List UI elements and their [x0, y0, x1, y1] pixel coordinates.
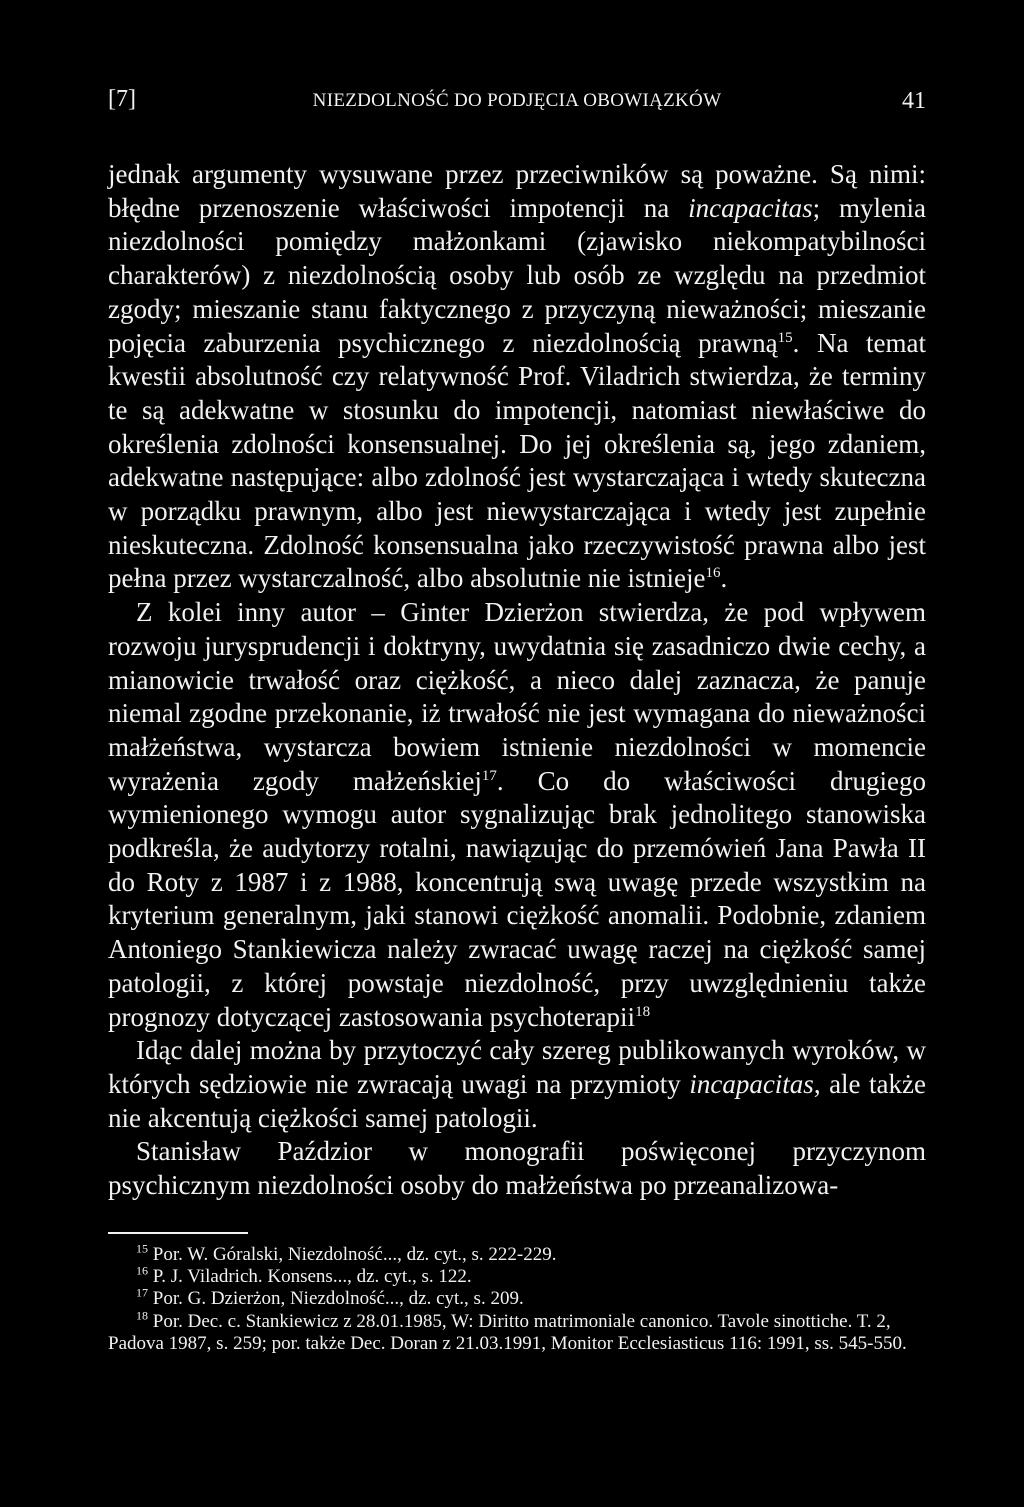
- footnotes: [108, 1241, 926, 1355]
- paragraph-3: [108, 1034, 926, 1135]
- paragraph-1-text-a: jednak argumenty wysuwane przez przeciwników są poważne. Są nimi: błędne przenoszenie właściwości impotencji na: [108, 159, 926, 223]
- main-text: [108, 158, 926, 1203]
- paragraph-3-text-a: Idąc dalej można by przytoczyć cały szereg publikowanych wyroków, w których sędziowie nie zwracają uwagi na przymioty: [108, 1035, 926, 1099]
- footnote-ref-16[interactable]: 16: [705, 565, 721, 582]
- footnote-17: [108, 1288, 926, 1310]
- footnote-number: 16: [136, 1263, 148, 1278]
- footnote-number: 18: [136, 1308, 148, 1323]
- page-number: 41: [902, 88, 926, 114]
- paragraph-1-text-e: .: [720, 563, 728, 594]
- footnote-18: [108, 1308, 926, 1355]
- footnote-ref-17[interactable]: 17: [481, 767, 497, 784]
- paragraph-2-text-b: . Co do właściwości drugiego wymienionego wymogu autor sygnalizując brak jednolitego stanowiska podkreśla, że audytorzy rotalni, nawiązując do przemówień Jana Pawła II do Roty z 1987 i z 1988, koncentrują swą uwagę przede wszystkim na kryterium generalnym, jaki stanowi ciężkość anomalii. Podobnie, zdaniem Antoniego Stankiewicza należy zwracać uwagę raczej na ciężkość samej patologii, z której powstaje niezdolność, przy uwzględnieniu także prognozy dotyczącej zastosowania psychoterapii: [108, 765, 927, 1032]
- footnote-number: 17: [136, 1286, 148, 1301]
- footnote-text: P. J. Viladrich. Konsens..., dz. cyt., s. 122.: [148, 1266, 472, 1288]
- footnote-number: 15: [136, 1241, 148, 1256]
- footnote-15: [108, 1241, 926, 1266]
- paragraph-2-text-a: Z kolei inny autor – Ginter Dzierżon stwierdza, że pod wpływem rozwoju jurysprudencji i doktryny, uwydatnia się zasadniczo dwie cechy, a mianowicie trwałość oraz ciężkość, a nieco dalej zaznacza, że panuje niemal zgodne przekonanie, iż trwałość nie jest wymagana do nieważności małżeństwa, wystarcza bowiem istnienie niezdolności w momencie wyrażenia zgody małżeńskiej: [108, 597, 926, 796]
- running-header: [108, 86, 926, 122]
- paragraph-3-italic-term: incapacitas: [689, 1068, 814, 1099]
- paragraph-1-text-c: ; mylenia niezdolności pomiędzy małżonkami (zjawisko niekompatybilności charakterów) z niezdolnością osoby lub osób ze względu na przedmiot zgody; mieszanie stanu faktycznego z przyczyną nieważności; mieszanie pojęcia zaburzenia psychicznego z niezdolnością prawną: [108, 192, 926, 358]
- paragraph-3-text-c: , ale także nie akcentują ciężkości samej patologii.: [108, 1068, 926, 1133]
- footnote-text: Por. W. Góralski, Niezdolność..., dz. cyt., s. 222-229.: [148, 1244, 557, 1265]
- footnote-text: Por. Dec. c. Stankiewicz z 28.01.1985, W: Diritto matrimoniale canonico. Tavole sinottiche. T. 2, Padova 1987, s. 259; por. także Dec. Doran z 21.03.1991, Monitor Ecclesiasticus 116: 1991, ss. 545-550.: [108, 1310, 907, 1354]
- footnote-text: Por. G. Dzierżon, Niezdolność..., dz. cyt., s. 209.: [148, 1288, 524, 1310]
- footnote-ref-18[interactable]: 18: [635, 1003, 651, 1020]
- running-title: NIEZDOLNOŚĆ DO PODJĘCIA OBOWIĄZKÓW: [312, 90, 722, 111]
- footnote-separator: [108, 1232, 248, 1234]
- paragraph-1: [108, 158, 926, 596]
- footnote-16: [108, 1263, 926, 1288]
- paragraph-2: [108, 596, 926, 1034]
- chapter-number: [7]: [108, 86, 136, 112]
- paragraph-1-text-d: . Na temat kwestii absolutność czy relatywność Prof. Viladrich stwierdza, że terminy te są adekwatne w stosunku do impotencji, natomiast niewłaściwe do określenia zdolności konsensualnej. Do jej określenia są, jego zdaniem, adekwatne następujące: albo zdolność jest wystarczająca i wtedy skuteczna w porządku prawnym, albo jest niewystarczająca i wtedy jest zupełnie nieskuteczna. Zdolność konsensualna jako rzeczywistość prawna albo jest pełna przez wystarczalność, albo absolutnie nie istnieje: [108, 327, 926, 594]
- paragraph-4: Stanisław Paździor w monografii poświęconej przyczynom psychicznym niezdolności osoby do małżeństwa po przeanalizowa-: [108, 1136, 926, 1201]
- footnote-ref-15[interactable]: 15: [777, 329, 793, 346]
- paragraph-1-italic-term: incapacitas: [688, 192, 813, 223]
